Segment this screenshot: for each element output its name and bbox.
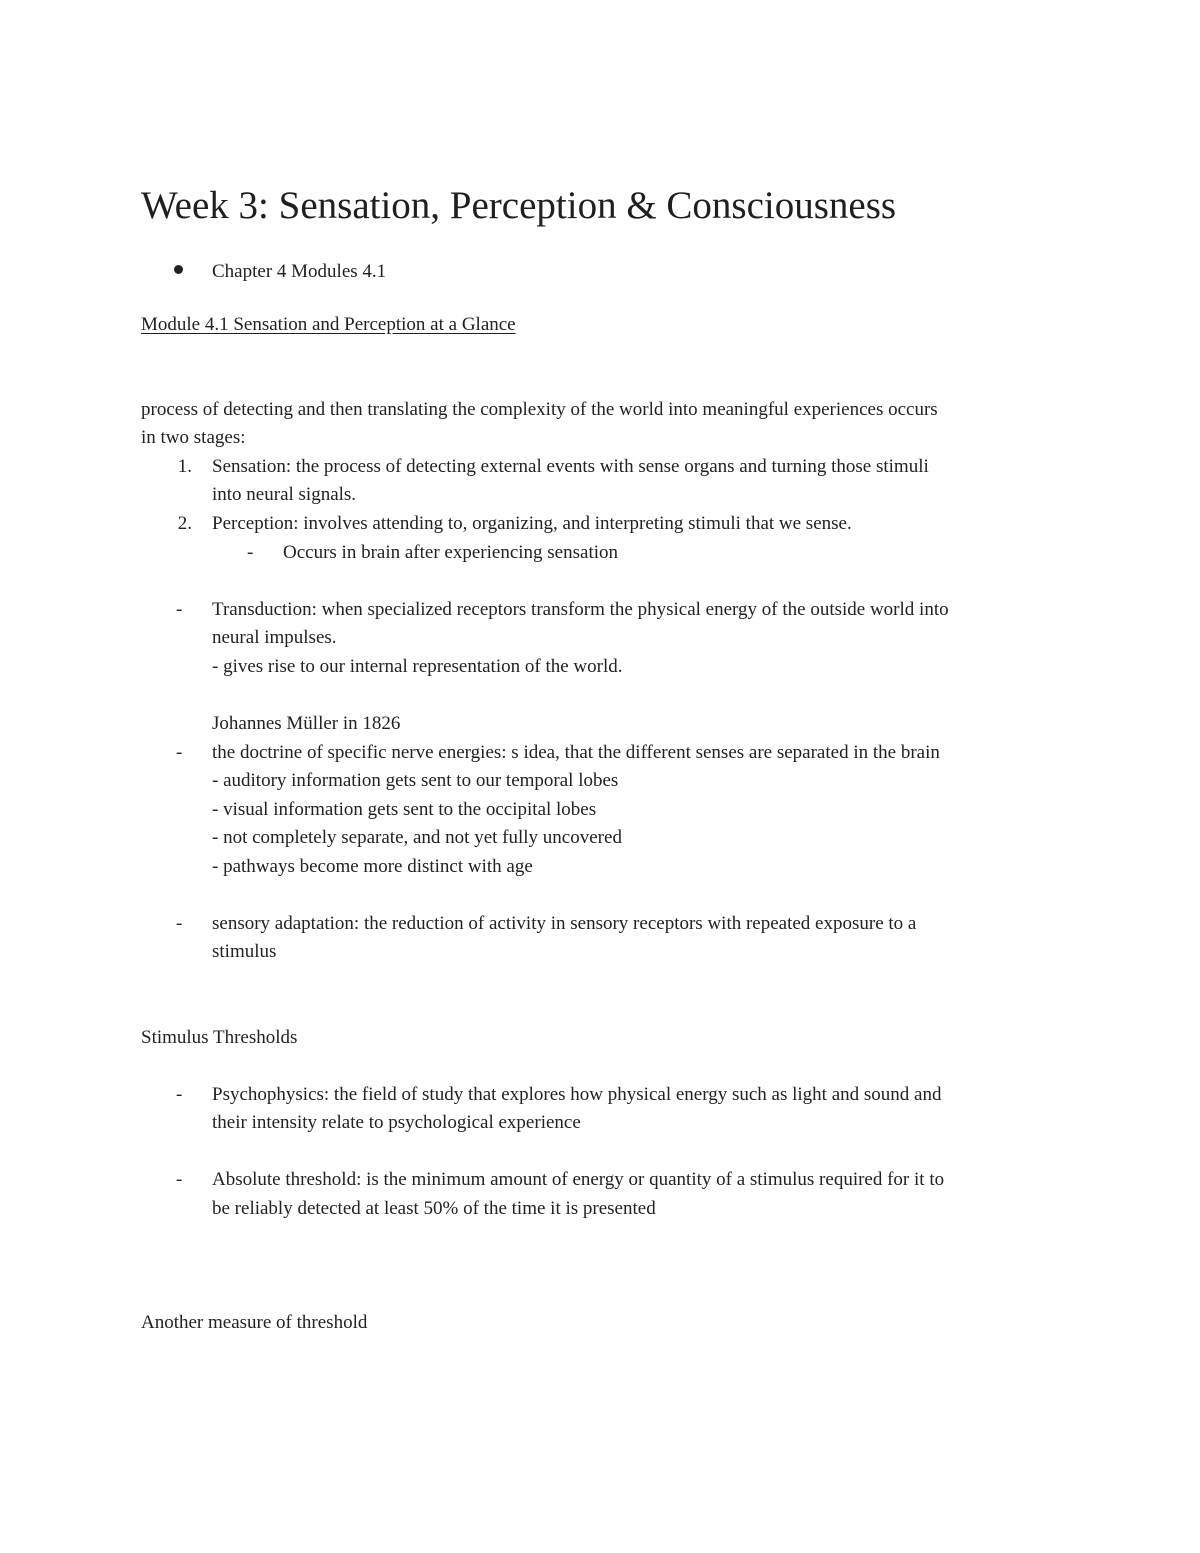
- list-dash: -: [176, 1169, 183, 1190]
- list-number: 1.: [177, 456, 192, 477]
- transduction-line-2: neural impulses.: [212, 627, 337, 648]
- chapter-bullet-text: Chapter 4 Modules 4.1: [212, 261, 387, 282]
- psychophysics-line-1: Psychophysics: the field of study that explores how physical energy such as light and sound and: [212, 1084, 942, 1105]
- psychophysics-line-2: their intensity relate to psychological experience: [212, 1112, 581, 1133]
- stage-sensation-line-1: Sensation: the process of detecting external events with sense organs and turning those stimuli: [212, 456, 929, 477]
- intro-line-2: in two stages:: [141, 427, 246, 448]
- stage-perception-sub: Occurs in brain after experiencing sensation: [283, 542, 619, 563]
- module-heading: Module 4.1 Sensation and Perception at a Glance: [141, 314, 516, 335]
- bullet-dot-icon: [174, 265, 183, 274]
- stage-perception-line-1: Perception: involves attending to, organizing, and interpreting stimuli that we sense.: [212, 513, 852, 534]
- muller-sub-item: - pathways become more distinct with age: [212, 856, 533, 877]
- muller-heading: Johannes Müller in 1826: [212, 713, 401, 734]
- stage-sensation-line-2: into neural signals.: [212, 484, 357, 505]
- adaptation-line-2: stimulus: [212, 941, 277, 962]
- muller-sub-item: - not completely separate, and not yet fully uncovered: [212, 827, 622, 848]
- transduction-line-3: - gives rise to our internal representation of the world.: [212, 656, 623, 677]
- muller-sub-item: - auditory information gets sent to our temporal lobes: [212, 770, 619, 791]
- muller-doctrine: the doctrine of specific nerve energies: s idea, that the different senses are separated in the brain: [212, 742, 940, 763]
- list-dash: -: [176, 599, 183, 620]
- list-dash: -: [247, 542, 254, 563]
- intro-line-1: process of detecting and then translating the complexity of the world into meaningful experiences occurs: [141, 399, 938, 420]
- absolute-threshold-line-1: Absolute threshold: is the minimum amount of energy or quantity of a stimulus required for it to: [212, 1169, 945, 1190]
- list-dash: -: [176, 913, 183, 934]
- list-dash: -: [176, 742, 183, 763]
- another-measure-heading: Another measure of threshold: [141, 1312, 368, 1333]
- absolute-threshold-line-2: be reliably detected at least 50% of the time it is presented: [212, 1198, 656, 1219]
- page-title: Week 3: Sensation, Perception & Consciousness: [141, 184, 897, 227]
- list-dash: -: [176, 1084, 183, 1105]
- muller-sub-item: - visual information gets sent to the occipital lobes: [212, 799, 597, 820]
- thresholds-heading: Stimulus Thresholds: [141, 1027, 298, 1048]
- adaptation-line-1: sensory adaptation: the reduction of activity in sensory receptors with repeated exposure to a: [212, 913, 917, 934]
- list-number: 2.: [177, 513, 192, 534]
- transduction-line-1: Transduction: when specialized receptors transform the physical energy of the outside world into: [212, 599, 949, 620]
